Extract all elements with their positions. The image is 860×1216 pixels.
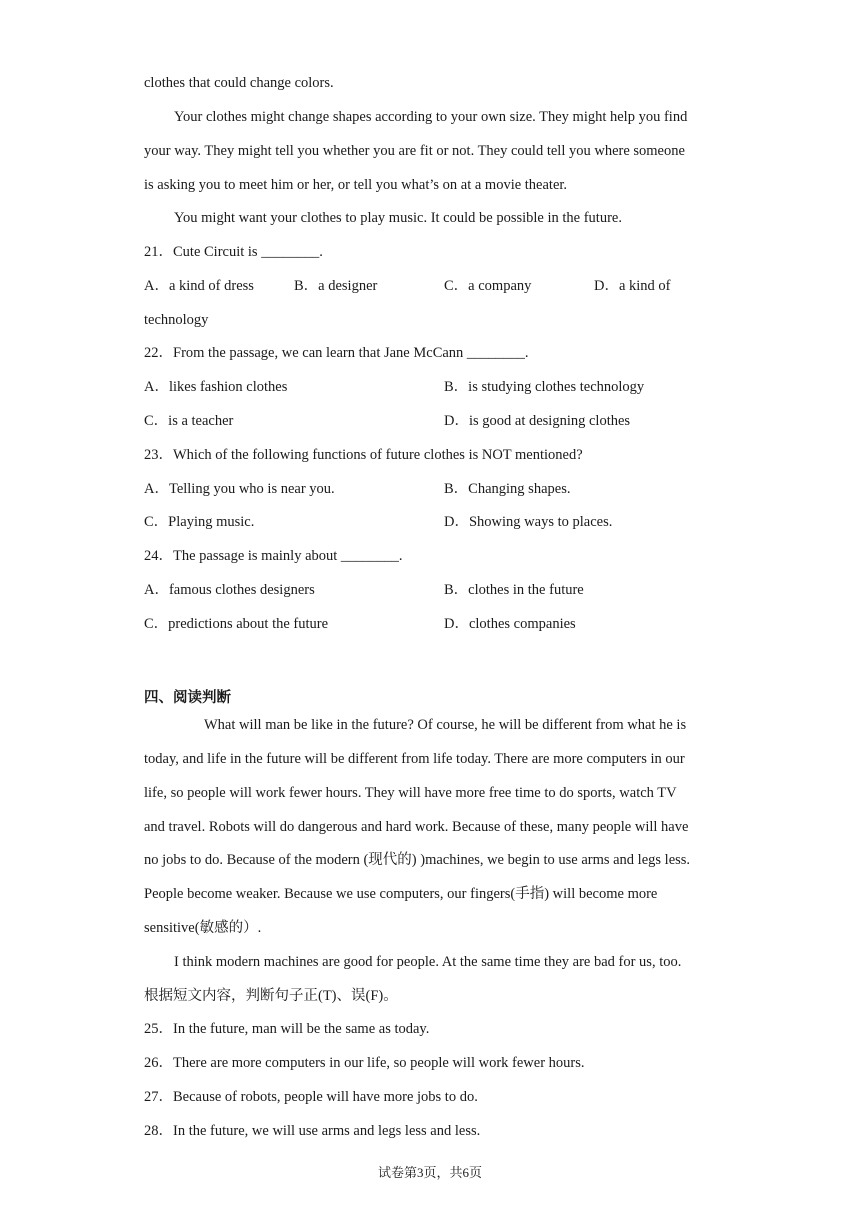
- passage-line: today, and life in the future will be different from life today. There are more computers in our: [144, 751, 685, 767]
- q21-option-b: B．a designer: [294, 278, 378, 294]
- q23-option-b: B．Changing shapes.: [444, 481, 571, 497]
- passage-line: life, so people will work fewer hours. They will have more free time to do sports, watch TV: [144, 785, 677, 801]
- statement-25: 25．In the future, man will be the same as today.: [144, 1021, 430, 1037]
- question-22-stem: 22．From the passage, we can learn that Jane McCann ________.: [144, 345, 529, 361]
- q23-option-c: C．Playing music.: [144, 514, 255, 530]
- q23-option-a: A．Telling you who is near you.: [144, 481, 335, 497]
- passage-line: People become weaker. Because we use computers, our fingers(手指) will become more: [144, 886, 658, 902]
- q22-option-b: B．is studying clothes technology: [444, 379, 645, 395]
- passage-line: and travel. Robots will do dangerous and hard work. Because of these, many people will have: [144, 819, 689, 835]
- q22-option-a: A．likes fashion clothes: [144, 379, 288, 395]
- section-heading: 四、阅读判断: [144, 690, 231, 706]
- passage-line: I think modern machines are good for people. At the same time they are bad for us, too.: [174, 954, 682, 970]
- passage-line: no jobs to do. Because of the modern (现代的) )machines, we begin to use arms and legs less.: [144, 852, 691, 868]
- q21-option-c: C．a company: [444, 278, 532, 294]
- statement-26: 26．There are more computers in our life, so people will work fewer hours.: [144, 1055, 585, 1071]
- q21-option-a: A．a kind of dress: [144, 278, 254, 294]
- passage-line: sensitive(敏感的）.: [144, 920, 262, 936]
- passage-line: Your clothes might change shapes according to your own size. They might help you find: [174, 109, 688, 125]
- q24-option-d: D．clothes companies: [444, 616, 576, 632]
- q23-option-d: D．Showing ways to places.: [444, 514, 613, 530]
- instruction-line: 根据短文内容，判断句子正(T)、误(F)。: [144, 988, 398, 1004]
- q21-option-d: D．a kind of: [594, 278, 671, 294]
- page-footer: 试卷第3页，共6页: [377, 1165, 482, 1180]
- statement-27: 27．Because of robots, people will have more jobs to do.: [144, 1089, 478, 1105]
- q24-option-b: B．clothes in the future: [444, 582, 584, 598]
- q24-option-a: A．famous clothes designers: [144, 582, 315, 598]
- passage-line: your way. They might tell you whether you are fit or not. They could tell you where someone: [144, 143, 685, 159]
- passage-line: You might want your clothes to play music. It could be possible in the future.: [174, 210, 622, 226]
- q24-option-c: C．predictions about the future: [144, 616, 329, 632]
- q21-option-d-continued: technology: [144, 312, 209, 328]
- question-21-stem: 21．Cute Circuit is ________.: [144, 244, 323, 260]
- q22-option-d: D．is good at designing clothes: [444, 413, 631, 429]
- question-24-stem: 24．The passage is mainly about ________.: [144, 548, 403, 564]
- passage-line: What will man be like in the future? Of course, he will be different from what he is: [204, 717, 687, 733]
- question-23-stem: 23．Which of the following functions of future clothes is NOT mentioned?: [144, 447, 583, 463]
- passage-line: clothes that could change colors.: [144, 75, 334, 91]
- passage-line: is asking you to meet him or her, or tell you what’s on at a movie theater.: [144, 177, 568, 193]
- statement-28: 28．In the future, we will use arms and legs less and less.: [144, 1123, 481, 1139]
- q22-option-c: C．is a teacher: [144, 413, 234, 429]
